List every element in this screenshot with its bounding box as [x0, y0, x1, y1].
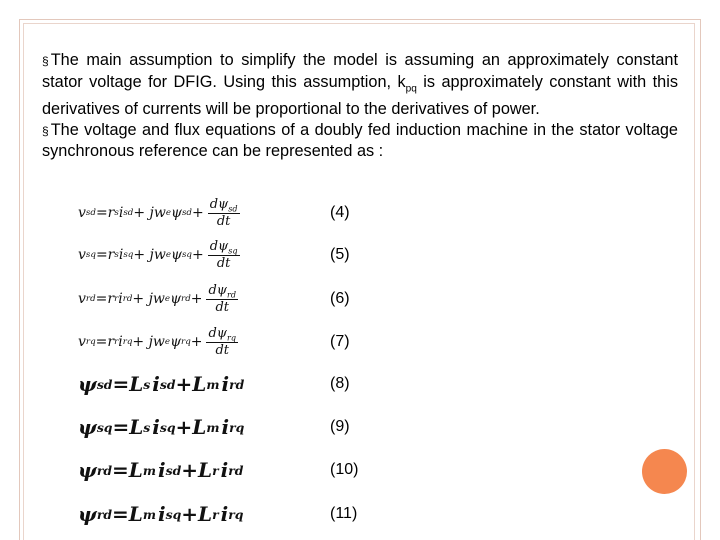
flux-equation	[78, 494, 243, 534]
eq-term: ψ	[170, 205, 182, 221]
eq-term: i	[157, 458, 166, 482]
eq-sub: s	[143, 419, 151, 435]
equation-number: (8)	[330, 375, 350, 392]
frac-den: dt	[216, 214, 231, 230]
eq-sign: =	[95, 205, 108, 221]
eq-sub: rd	[229, 376, 245, 392]
eq-sub: rq	[227, 333, 237, 343]
eq-sub: rq	[122, 337, 133, 347]
bullet-1	[42, 50, 678, 120]
equation-row	[0, 450, 720, 490]
flux-equation	[78, 364, 244, 404]
eq-sub: sq	[165, 506, 182, 522]
bullet-2	[42, 120, 678, 162]
eq-sign: +	[190, 291, 203, 307]
eq-sub: sd	[85, 208, 96, 218]
eq-term: i	[221, 415, 230, 439]
eq-term: r	[107, 334, 115, 350]
eq-sign: +	[191, 247, 204, 263]
frac-num: dψ	[208, 282, 228, 298]
equation-row	[0, 193, 720, 233]
eq-sub: rd	[122, 294, 133, 304]
eq-sub: s	[114, 208, 119, 218]
flux-equation	[78, 450, 243, 490]
eq-sub: sd	[159, 376, 176, 392]
eq-term: i	[118, 334, 123, 350]
eq-sub: e	[164, 337, 171, 347]
eq-sign: =	[112, 372, 130, 396]
eq-term: r	[107, 247, 115, 263]
eq-sign: =	[112, 415, 130, 439]
eq-sub: e	[164, 294, 171, 304]
eq-sub: rd	[96, 506, 113, 522]
eq-term: + jw	[133, 205, 166, 221]
eq-sub: e	[165, 250, 171, 260]
eq-sign: =	[95, 247, 108, 263]
eq-sign: =	[112, 502, 129, 526]
eq-sub: r	[212, 506, 219, 522]
eq-sign: =	[95, 291, 108, 307]
eq-term: i	[221, 372, 230, 396]
bullet-text: The main assumption to simplify the model is assuming an approximately constant stator voltage for DFIG. Using this assumption, k	[42, 51, 678, 91]
eq-term: ψ	[170, 334, 182, 350]
bullet-marker: §	[42, 123, 49, 138]
eq-sub: rd	[96, 462, 113, 478]
eq-sub: r	[114, 337, 119, 347]
voltage-equation	[78, 279, 238, 319]
eq-sub: sq	[85, 250, 96, 260]
equation-row	[0, 494, 720, 534]
eq-sign: +	[191, 205, 204, 221]
eq-sub: sd	[123, 208, 134, 218]
flux-equation	[78, 407, 244, 447]
eq-sub: rq	[181, 337, 191, 347]
eq-term: L	[129, 372, 144, 396]
derivative-fraction	[206, 326, 238, 359]
equation-number: (9)	[330, 418, 350, 435]
frac-num: dψ	[209, 196, 229, 212]
eq-lhs: v	[78, 205, 86, 221]
bullet-marker: §	[42, 54, 49, 68]
bullet-text-cont: is approximately constant with this derivatives of currents will be proportional to the derivatives of power.	[42, 72, 678, 119]
eq-sign: =	[95, 334, 108, 350]
eq-term: L	[128, 502, 143, 526]
eq-sub: sq	[123, 250, 134, 260]
eq-sub: s	[143, 376, 151, 392]
eq-lhs: v	[78, 334, 86, 350]
eq-term: r	[107, 205, 115, 221]
equation-number: (11)	[330, 505, 358, 522]
eq-sub: m	[142, 462, 156, 478]
eq-term: r	[107, 291, 115, 307]
frac-num: dψ	[208, 325, 228, 341]
eq-term: + jw	[132, 291, 165, 307]
eq-term: + jw	[133, 247, 166, 263]
eq-sign: +	[175, 372, 193, 396]
eq-lhs: ψ	[78, 372, 97, 396]
frac-num: dψ	[209, 238, 229, 254]
equation-row	[0, 235, 720, 275]
equation-number: (5)	[330, 246, 350, 263]
eq-sub: rq	[85, 337, 96, 347]
eq-term: L	[128, 458, 143, 482]
eq-sub: s	[114, 250, 119, 260]
eq-term: L	[198, 458, 213, 482]
eq-term: L	[192, 415, 207, 439]
eq-term: i	[220, 502, 229, 526]
eq-sub: r	[114, 294, 119, 304]
voltage-equation	[78, 193, 240, 233]
equation-row	[0, 407, 720, 447]
bullet-subscript: pq	[405, 82, 417, 94]
eq-term: i	[118, 205, 124, 221]
eq-sub: m	[206, 419, 220, 435]
eq-sub: sq	[159, 419, 176, 435]
eq-term: i	[118, 291, 123, 307]
eq-sub: r	[212, 462, 219, 478]
eq-term: i	[152, 415, 160, 439]
eq-term: L	[198, 502, 213, 526]
eq-sub: rd	[227, 290, 237, 300]
eq-sub: rd	[181, 294, 191, 304]
eq-term: ψ	[170, 291, 182, 307]
eq-sign: +	[181, 458, 198, 482]
eq-sub: m	[206, 376, 220, 392]
eq-sub: rq	[229, 419, 245, 435]
eq-sub: rq	[228, 506, 244, 522]
eq-lhs: ψ	[78, 502, 97, 526]
eq-term: i	[152, 372, 160, 396]
eq-sub: sq	[228, 246, 238, 256]
eq-sign: +	[181, 502, 198, 526]
equation-number: (4)	[330, 204, 350, 221]
eq-sub: rd	[228, 462, 244, 478]
eq-sign: +	[175, 415, 193, 439]
equation-row	[0, 279, 720, 319]
eq-term: + jw	[132, 334, 165, 350]
eq-sub: rd	[85, 294, 96, 304]
eq-sub: sd	[165, 462, 182, 478]
frac-den: dt	[215, 343, 230, 359]
frac-den: dt	[216, 256, 231, 272]
equation-number: (7)	[330, 333, 350, 350]
eq-sub: m	[142, 506, 156, 522]
eq-term: ψ	[170, 247, 182, 263]
eq-sign: =	[112, 458, 129, 482]
eq-sub: sd	[228, 204, 238, 214]
eq-term: L	[129, 415, 144, 439]
eq-sub: sq	[181, 250, 192, 260]
equation-row	[0, 322, 720, 362]
eq-sign: +	[190, 334, 203, 350]
frac-den: dt	[215, 300, 230, 316]
eq-sub: sd	[96, 376, 113, 392]
eq-lhs: ψ	[78, 458, 97, 482]
eq-sub: sd	[181, 208, 192, 218]
equation-row	[0, 364, 720, 404]
eq-term: i	[220, 458, 229, 482]
derivative-fraction	[208, 197, 240, 230]
eq-term: L	[192, 372, 207, 396]
eq-sub: sq	[96, 419, 113, 435]
voltage-equation	[78, 322, 238, 362]
eq-lhs: v	[78, 291, 86, 307]
decorative-circle	[642, 449, 687, 494]
eq-term: i	[118, 247, 124, 263]
eq-term: i	[157, 502, 166, 526]
derivative-fraction	[208, 239, 240, 272]
voltage-equation	[78, 235, 240, 275]
eq-lhs: ψ	[78, 415, 97, 439]
bullet-list	[42, 50, 678, 162]
derivative-fraction	[206, 283, 238, 316]
eq-sub: e	[165, 208, 171, 218]
equation-number: (6)	[330, 290, 350, 307]
equation-number: (10)	[330, 461, 359, 478]
bullet-text: The voltage and flux equations of a doubly fed induction machine in the stator voltage synchronous reference can be represented as :	[42, 120, 678, 161]
eq-lhs: v	[78, 247, 86, 263]
